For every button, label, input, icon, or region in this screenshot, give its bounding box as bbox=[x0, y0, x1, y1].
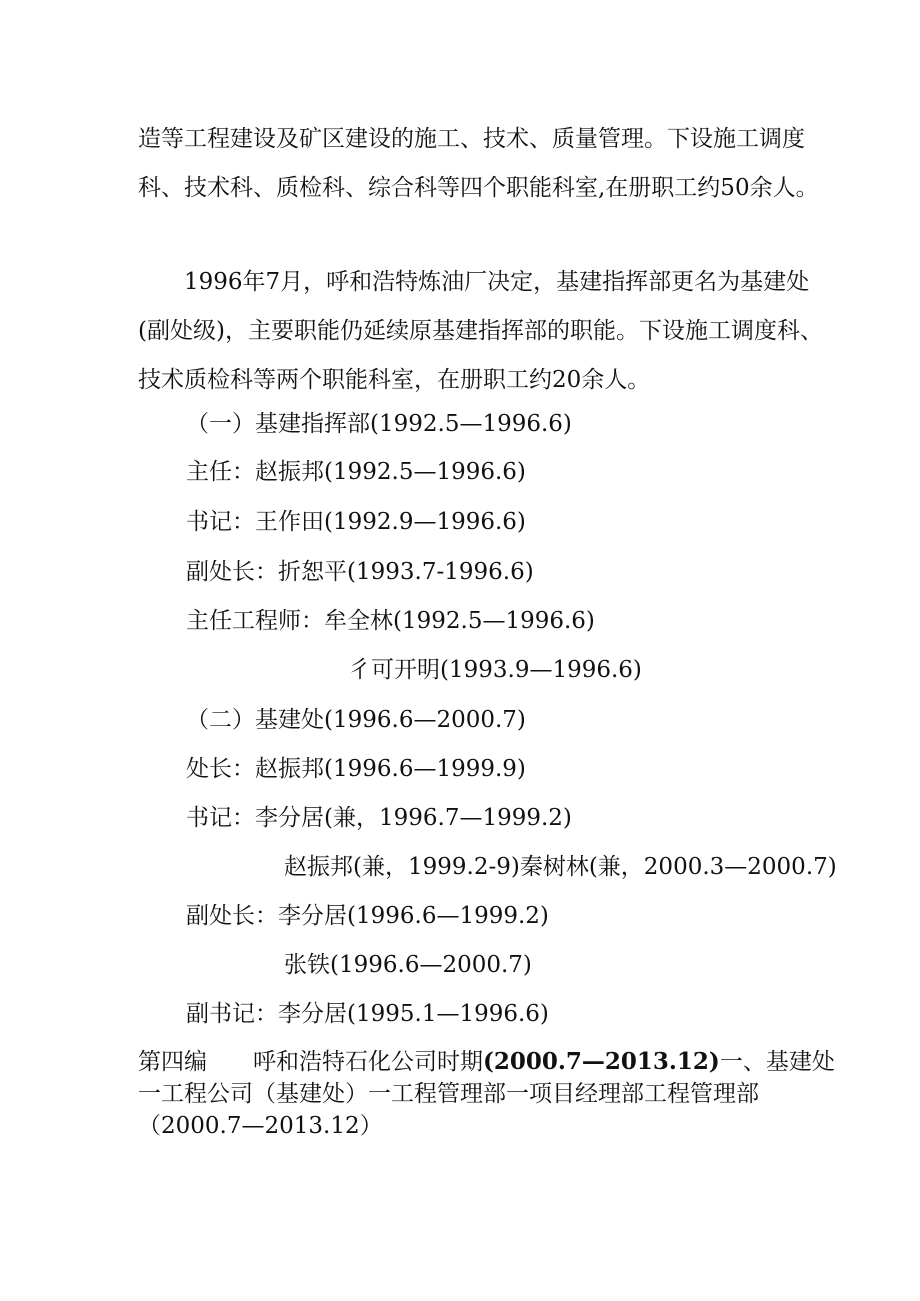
entry-office-director: 处长：赵振邦(1996.6—1999.9) bbox=[186, 756, 526, 782]
part-four-label: 第四编 bbox=[138, 1049, 207, 1075]
section-title-headquarters: （一）基建指挥部(1992.5—1996.6) bbox=[186, 411, 572, 437]
entry-office-deputy-secretary: 副书记：李分居(1995.1—1996.6) bbox=[186, 1001, 549, 1027]
section-title-infrastructure-office: （二）基建处(1996.6—2000.7) bbox=[186, 707, 526, 733]
entry-office-secretary: 书记：李分居(兼，1996.7—1999.2) bbox=[186, 805, 572, 831]
part-four-title: 呼和浩特石化公司时期 bbox=[253, 1049, 483, 1075]
entry-chief-engineer-2: 彳可开明(1993.9—1996.6) bbox=[348, 657, 642, 683]
entry-secretary: 书记：王作田(1992.9—1996.6) bbox=[186, 509, 526, 535]
entry-director: 主任：赵振邦(1992.5—1996.6) bbox=[186, 459, 526, 485]
paragraph-functions bbox=[138, 115, 838, 213]
paragraph-1996-rename bbox=[138, 258, 838, 405]
part-four-heading bbox=[138, 1046, 838, 1142]
part-four-subtitle: 一、基建处一工程公司（基建处）一工程管理部一项目经理部工程管理部（2000.7—2013.12） bbox=[138, 1049, 835, 1139]
entry-office-deputy-director: 副处长：李分居(1996.6—1999.2) bbox=[186, 903, 549, 929]
entry-chief-engineer: 主任工程师：牟全林(1992.5—1996.6) bbox=[186, 608, 595, 634]
paragraph-1996-rename-text: 1996年7月，呼和浩特炼油厂决定，基建指挥部更名为基建处(副处级)，主要职能仍延续原基建指挥部的职能。下设施工调度科、技术质检科等两个职能科室，在册职工约20余人。 bbox=[138, 269, 823, 393]
entry-office-secretary-cont: 赵振邦(兼，1999.2-9)秦树林(兼，2000.3—2000.7) bbox=[284, 854, 837, 880]
paragraph-functions-text: 造等工程建设及矿区建设的施工、技术、质量管理。下设施工调度科、技术科、质检科、综合科等四个职能科室,在册职工约50余人。 bbox=[138, 126, 819, 201]
entry-deputy-director: 副处长：折恕平(1993.7-1996.6) bbox=[186, 559, 534, 585]
part-four-period: (2000.7—2013.12) bbox=[483, 1048, 720, 1075]
entry-office-deputy-director-2: 张铁(1996.6—2000.7) bbox=[284, 952, 532, 978]
